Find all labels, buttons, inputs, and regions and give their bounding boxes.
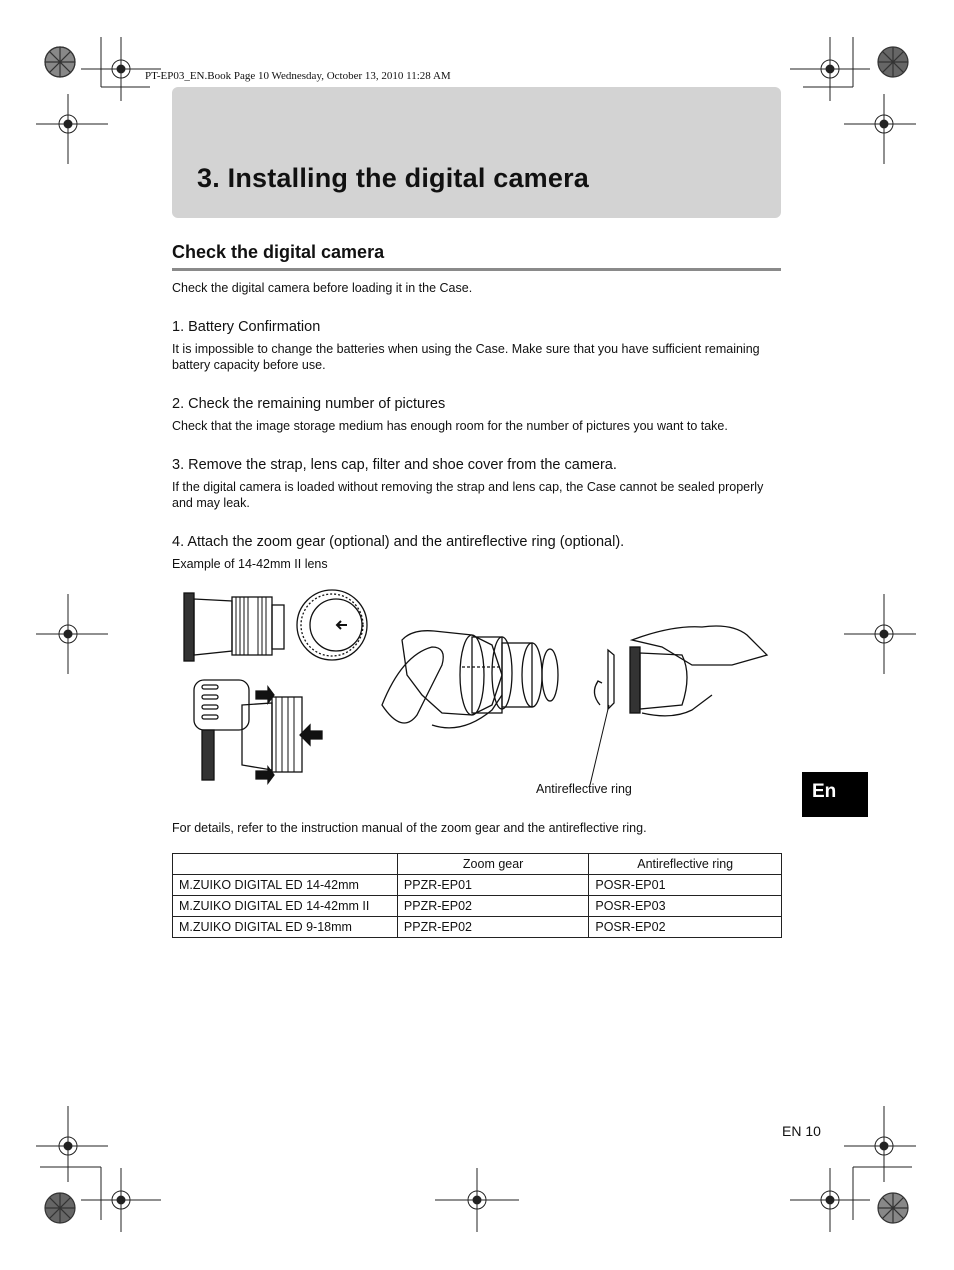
chapter-title-box	[172, 87, 781, 218]
step-2-text: Check that the image storage medium has enough room for the number of pictures you want to take.	[172, 419, 728, 433]
table-header-cell: Antireflective ring	[589, 854, 782, 875]
step-1-text: It is impossible to change the batteries when using the Case. Make sure that you have sufficient remaining battery capacity before use.	[172, 342, 760, 372]
table-cell: PPZR-EP02	[397, 896, 588, 917]
compatibility-table	[172, 853, 782, 938]
table-cell: M.ZUIKO DIGITAL ED 14-42mm	[173, 875, 398, 896]
step-2-heading: 2. Check the remaining number of pictures	[172, 396, 446, 412]
table-header-cell	[173, 854, 398, 875]
table-cell: M.ZUIKO DIGITAL ED 14-42mm II	[173, 896, 398, 917]
chapter-title: 3. Installing the digital camera	[197, 163, 590, 193]
step-3-heading: 3. Remove the strap, lens cap, filter and shoe cover from the camera.	[172, 457, 617, 473]
table-row	[173, 917, 782, 938]
step-4-text: Example of 14-42mm II lens	[172, 557, 328, 571]
language-tab: En	[802, 772, 868, 817]
table-header-cell: Zoom gear	[397, 854, 588, 875]
step-4-heading: 4. Attach the zoom gear (optional) and the antireflective ring (optional).	[172, 534, 625, 550]
table-row	[173, 896, 782, 917]
table-cell: POSR-EP03	[589, 896, 782, 917]
section-intro: Check the digital camera before loading it in the Case.	[172, 281, 473, 295]
table-cell: PPZR-EP01	[397, 875, 588, 896]
antireflective-ring-caption: Antireflective ring	[536, 782, 632, 796]
section-divider	[172, 268, 781, 271]
file-info-header: PT-EP03_EN.Book Page 10 Wednesday, October 13, 2010 11:28 AM	[145, 70, 451, 82]
table-cell: M.ZUIKO DIGITAL ED 9-18mm	[173, 917, 398, 938]
page-number: EN 10	[782, 1123, 821, 1139]
table-cell: POSR-EP01	[589, 875, 782, 896]
table-cell: PPZR-EP02	[397, 917, 588, 938]
table-cell: POSR-EP02	[589, 917, 782, 938]
table-row	[173, 875, 782, 896]
zoom-gear-illustration	[172, 585, 782, 800]
details-note: For details, refer to the instruction manual of the zoom gear and the antireflective ring.	[172, 821, 647, 835]
section-heading: Check the digital camera	[172, 242, 385, 262]
table-header-row	[173, 854, 782, 875]
step-3-text: If the digital camera is loaded without removing the strap and lens cap, the Case cannot be sealed properly and may leak.	[172, 480, 764, 510]
step-1-heading: 1. Battery Confirmation	[172, 319, 321, 335]
